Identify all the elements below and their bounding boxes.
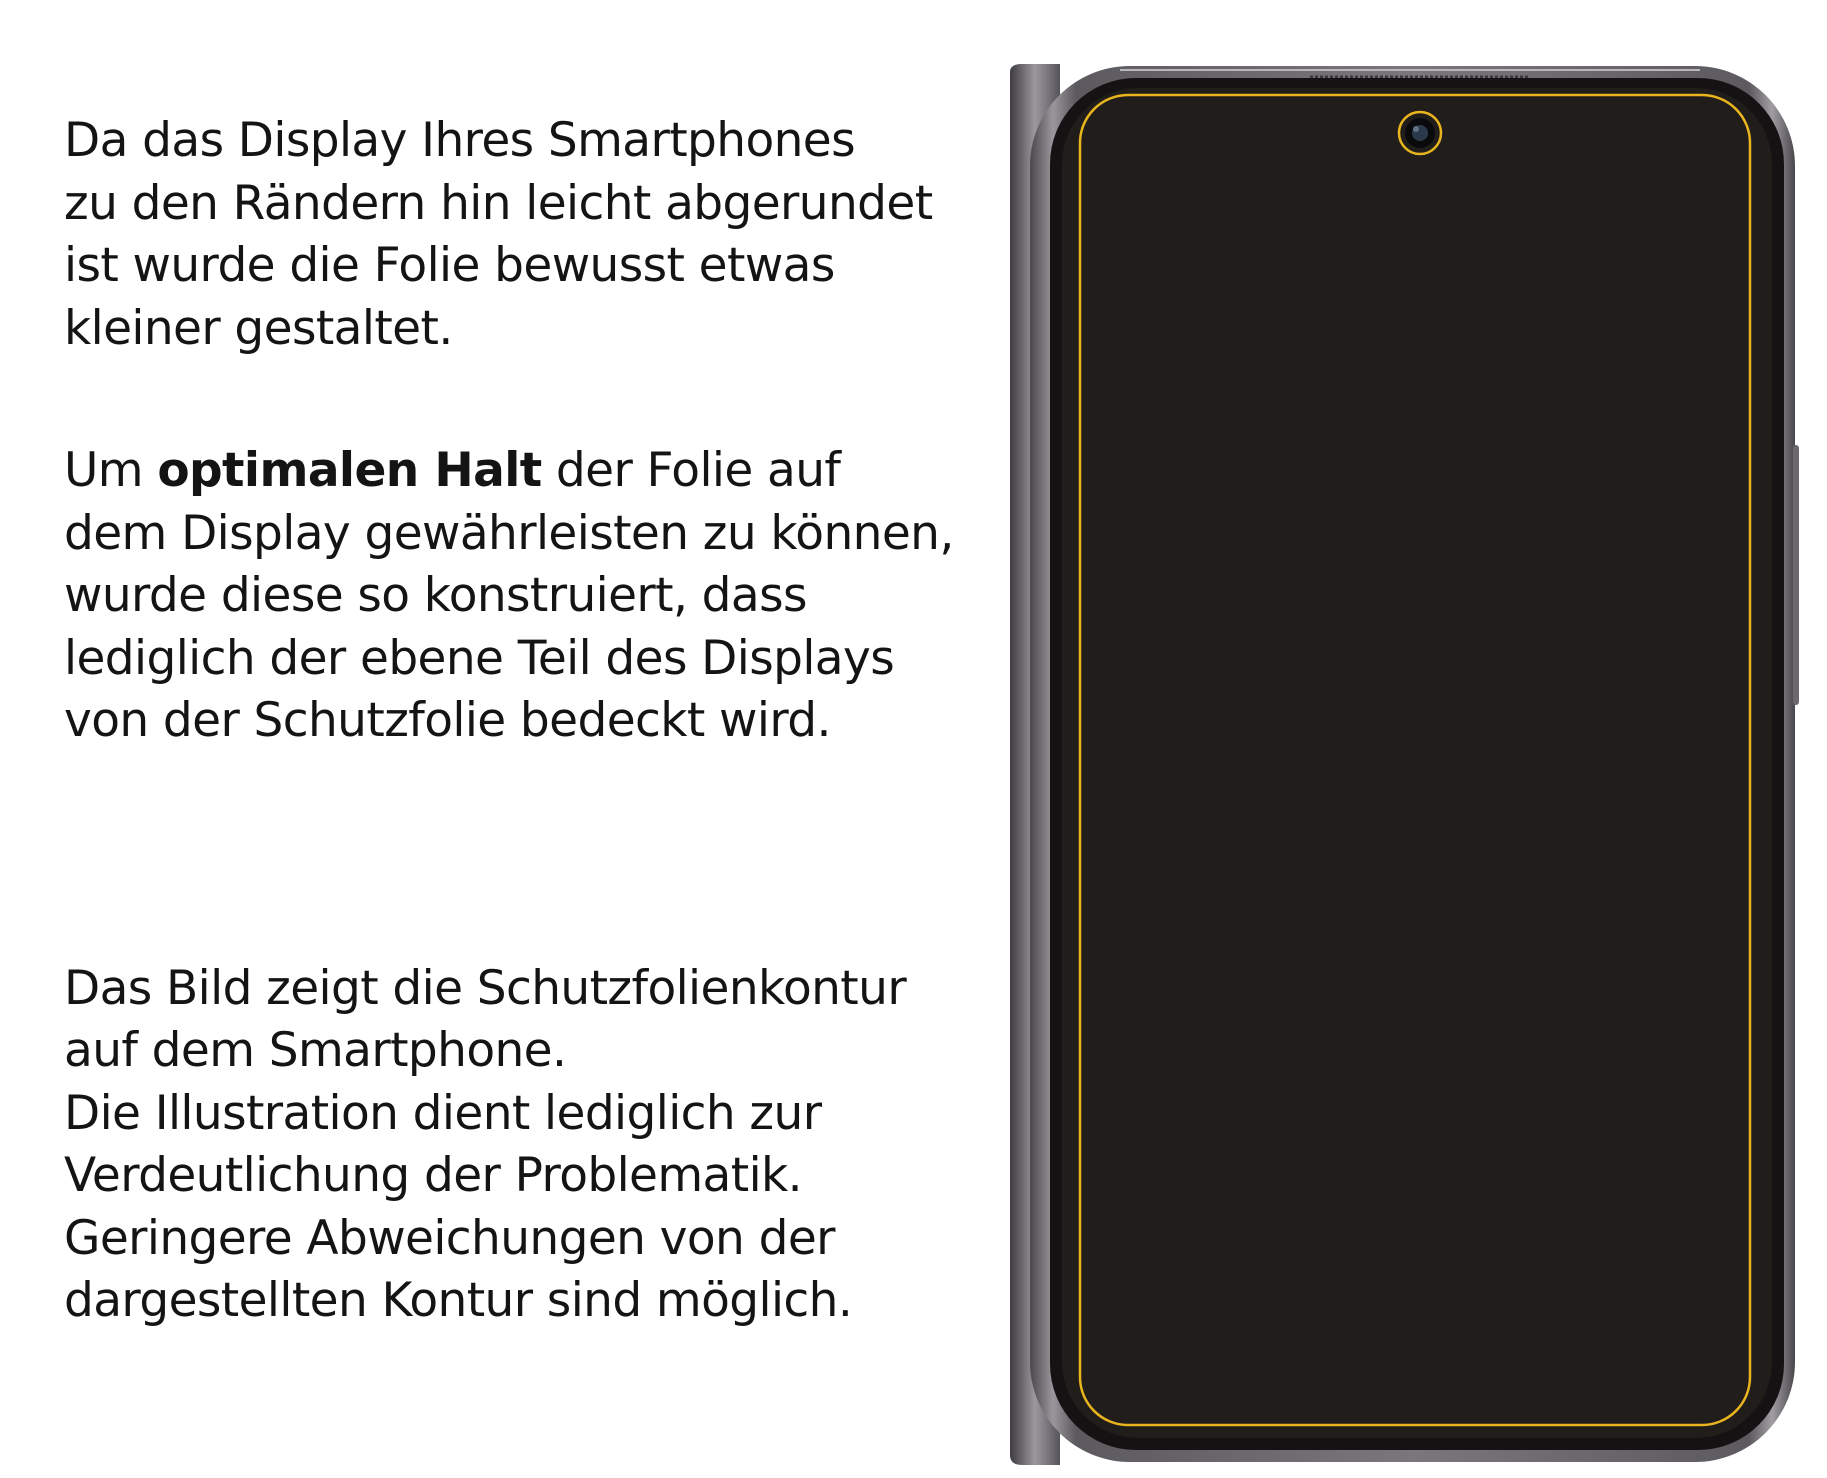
text-line: Die Illustration dient lediglich zur bbox=[64, 1085, 822, 1141]
text-line: kleiner gestaltet. bbox=[64, 300, 453, 356]
description-text bbox=[64, 110, 984, 1333]
text-line: dem Display gewährleisten zu können, bbox=[64, 505, 954, 561]
text-line: wurde diese so konstruiert, dass bbox=[64, 568, 807, 623]
text-line: auf dem Smartphone. bbox=[64, 1023, 567, 1078]
smartphone-illustration bbox=[1000, 60, 1800, 1470]
text-line: dargestellten Kontur sind möglich. bbox=[64, 1273, 853, 1328]
paragraph-illustration-note bbox=[64, 958, 984, 1333]
text-line bbox=[64, 440, 984, 503]
paragraph-optimal-hold bbox=[64, 440, 984, 753]
smartphone-svg bbox=[1000, 60, 1800, 1470]
text-line: von der Schutzfolie bedeckt wird. bbox=[64, 693, 831, 748]
text-line: lediglich der ebene Teil des Displays bbox=[64, 630, 895, 686]
text-line: Das Bild zeigt die Schutzfolienkontur bbox=[64, 960, 907, 1016]
side-button bbox=[1793, 445, 1799, 705]
text-segment: der Folie auf bbox=[541, 443, 841, 498]
text-line: Da das Display Ihres Smartphones bbox=[64, 113, 855, 168]
camera-icon bbox=[1399, 112, 1441, 154]
bold-emphasis: optimalen Halt bbox=[157, 443, 542, 498]
text-line: Geringere Abweichungen von der bbox=[64, 1210, 835, 1266]
text-line: Verdeutlichung der Problematik. bbox=[64, 1148, 802, 1203]
phone-screen bbox=[1062, 88, 1772, 1438]
text-line: zu den Rändern hin leicht abgerundet bbox=[64, 175, 933, 231]
text-line: ist wurde die Folie bewusst etwas bbox=[64, 238, 835, 293]
text-segment: Um bbox=[64, 443, 158, 498]
paragraph-curved-display bbox=[64, 110, 984, 360]
